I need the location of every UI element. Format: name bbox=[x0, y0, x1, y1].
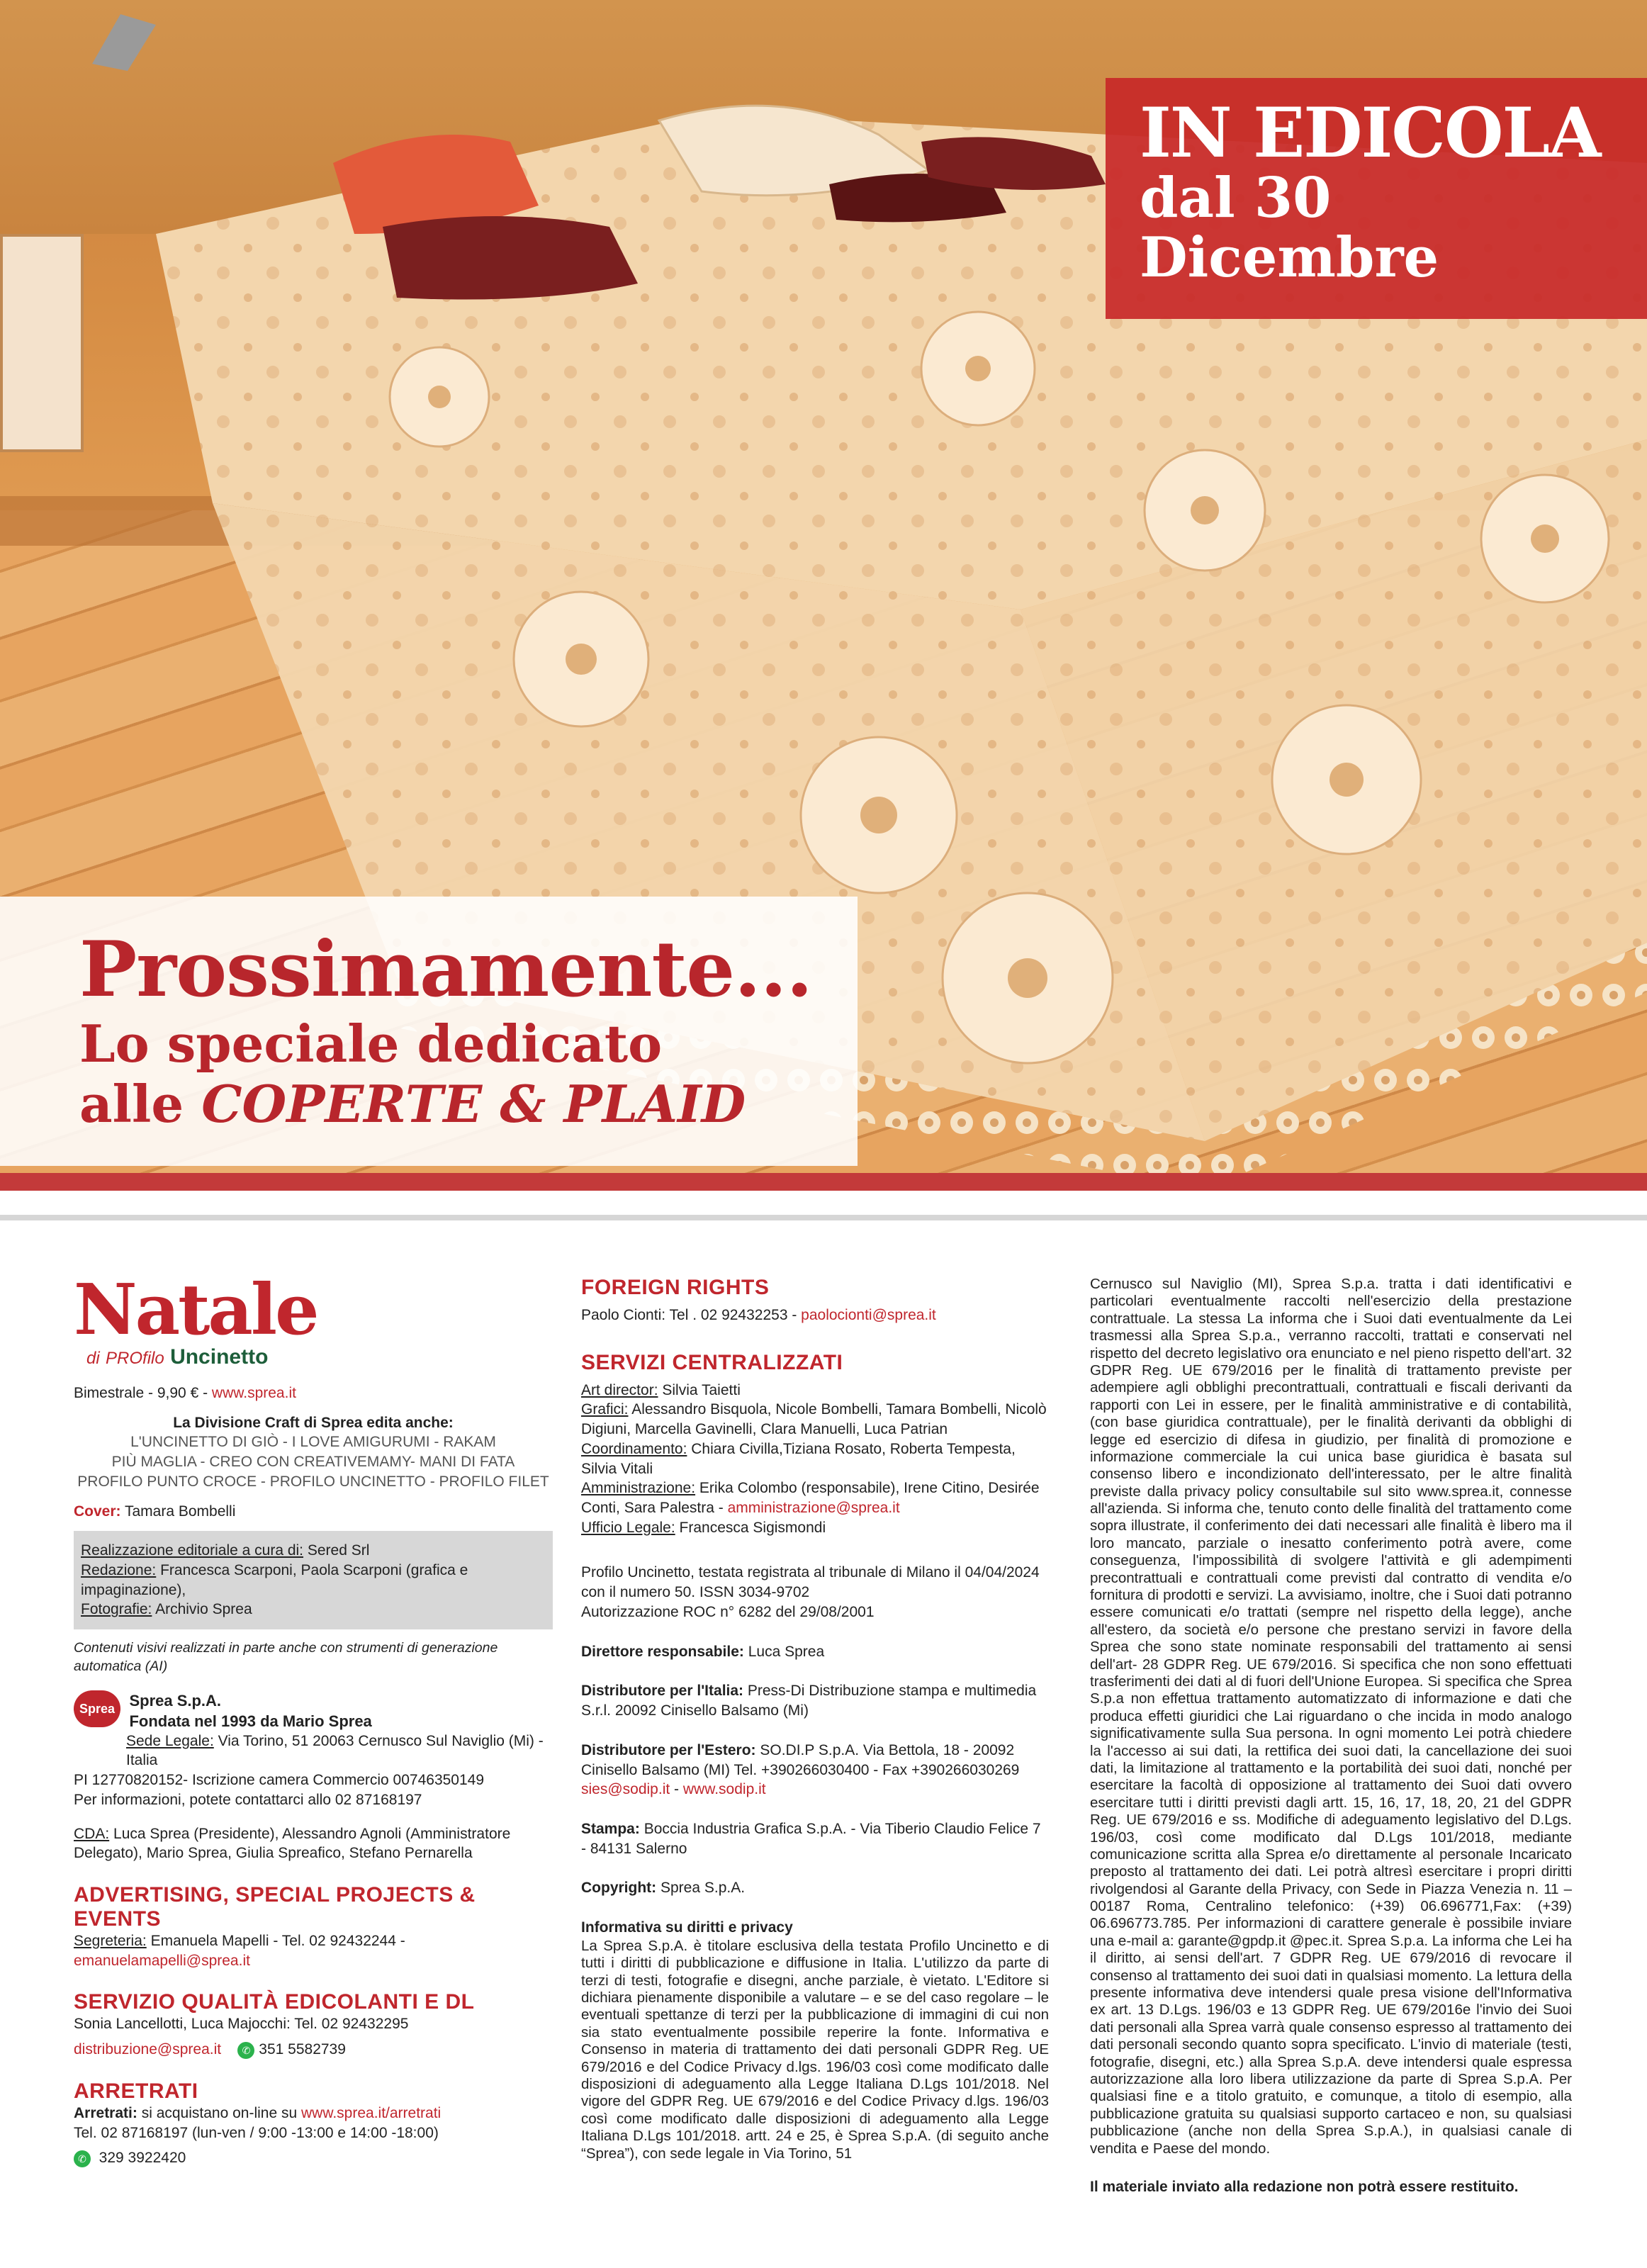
cover-credit bbox=[74, 1502, 553, 1522]
quality-heading: SERVIZIO QUALITÀ EDICOLANTI E DL bbox=[74, 1990, 475, 2014]
cover-label: Cover: bbox=[74, 1503, 121, 1520]
st-label: Stampa: bbox=[581, 1820, 640, 1837]
division-title: La Divisione Craft di Sprea edita anche: bbox=[173, 1414, 454, 1431]
dest-label: Distributore per l'Estero: bbox=[581, 1741, 756, 1758]
registration: Profilo Uncinetto, testata registrata al tribunale di Milano il 04/04/2024 con il numero 50. ISSN 3034-9702 bbox=[581, 1564, 1040, 1601]
editorial-box bbox=[74, 1531, 553, 1629]
privacy-heading: Informativa su diritti e privacy bbox=[581, 1919, 793, 1936]
ai-note: Contenuti visivi realizzati in parte anche con strumenti di generazione automatica (AI) bbox=[74, 1640, 498, 1674]
distributor-abroad bbox=[581, 1741, 1049, 1800]
sede-label: Sede Legale: bbox=[126, 1732, 214, 1749]
adv-label: Segreteria: bbox=[74, 1933, 147, 1950]
badge-title: IN EDICOLA bbox=[1140, 93, 1600, 173]
cda-label: CDA: bbox=[74, 1825, 110, 1842]
graphic-designers bbox=[581, 1400, 1049, 1439]
whatsapp-icon: ✆ bbox=[237, 2042, 254, 2059]
administration bbox=[581, 1478, 1049, 1517]
quality-contact: Sonia Lancellotti, Luca Majocchi: Tel. 02 92432295 bbox=[74, 2016, 409, 2033]
sprea-logo: Sprea bbox=[74, 1690, 120, 1727]
whatsapp-icon: ✆ bbox=[74, 2150, 91, 2167]
dest-sep: - bbox=[670, 1781, 683, 1798]
gr-label: Grafici: bbox=[581, 1401, 629, 1418]
quality-whatsapp: 351 5582739 bbox=[259, 2041, 346, 2058]
advertising-heading: ADVERTISING, SPECIAL PROJECTS & EVENTS bbox=[74, 1883, 476, 1931]
periodicity-text: Bimestrale - 9,90 € - bbox=[74, 1385, 212, 1401]
back-issues-phone: Tel. 02 87168197 (lun-ven / 9:00 -13:00 e 14:00 -18:00) bbox=[74, 2124, 439, 2141]
legal-office bbox=[581, 1518, 1049, 1538]
art-director bbox=[581, 1381, 1049, 1400]
privacy-text: La Sprea S.p.A. è titolare esclusiva della testata Profilo Uncinetto e di tutti i diritti di pubblicazione e diffusione in Italia. L'utilizzo da parte di terzi di testi, fotografie e disegni, anche parziale, è vietato. L'Editore si dichiara pienamente disponibile a valutare – e se del caso regolare – le eventuali spettanze di terzi per la pubblicazione di immagini di cui non sia stato eventualmente possibile reperire la fonte. Informativa e Consenso in materia di trattamento dei dati personali GDPR Reg. UE 679/2016 e del Codice Privacy d.lgs. 196/03 così come modificato dalle disposizioni di adeguamento alla Legge Italiana D.Lgs 101/2018. Nel vigore del GDPR Reg. UE 679/2016 e del Codice Privacy d.lgs. 196/03 così come modificato dalle disposizioni di adeguamento alla Legge Italiana D.Lgs 101/2018. artt. 24 e 25, è Sprea S.p.A. (di seguito anche “Sprea”), con sede legale in Via Torino, 51 bbox=[581, 1937, 1049, 2162]
distributor-italy bbox=[581, 1681, 1049, 1720]
fr-line: Paolo Cionti: Tel . 02 92432253 - bbox=[581, 1307, 802, 1323]
quality-email-link[interactable]: distribuzione@sprea.it bbox=[74, 2041, 222, 2058]
sede-value: Via Torino, 51 20063 Cernusco Sul Naviglio (Mi) - Italia bbox=[126, 1732, 544, 1769]
coming-soon-line2 bbox=[79, 1074, 746, 1134]
coordination bbox=[581, 1439, 1049, 1478]
dir-label: Direttore responsabile: bbox=[581, 1643, 744, 1660]
ad-value: Silvia Taietti bbox=[658, 1381, 741, 1398]
footer-band bbox=[0, 1173, 1647, 1191]
cda-value: Luca Sprea (Presidente), Alessandro Agnoli (Amministratore Delegato), Mario Sprea, Giulia Spreafico, Stefano Pernarella bbox=[74, 1825, 511, 1862]
division-line3: PROFILO PUNTO CROCE - PROFILO UNCINETTO - PROFILO FILET bbox=[77, 1473, 549, 1490]
divider bbox=[0, 1215, 1647, 1220]
publisher-name: Sprea S.p.A. bbox=[129, 1691, 222, 1710]
coming-soon-title: Prossimamente... bbox=[79, 925, 812, 1014]
redazione-label: Redazione: bbox=[81, 1562, 157, 1579]
cp-value: Sprea S.p.A. bbox=[656, 1880, 746, 1897]
back-issues-online bbox=[74, 2104, 553, 2123]
dir-value: Luca Sprea bbox=[743, 1643, 825, 1660]
adv-value: Emanuela Mapelli - Tel. 02 92432244 - bbox=[146, 1933, 405, 1950]
closing-note: Il materiale inviato alla redazione non potrà essere restituito. bbox=[1090, 2178, 1519, 2195]
coming-soon-topic: COPERTE & PLAID bbox=[201, 1074, 746, 1134]
dit-label: Distributore per l'Italia: bbox=[581, 1683, 744, 1700]
coming-soon-prefix: alle bbox=[79, 1074, 202, 1134]
coming-soon-line1: Lo speciale dedicato bbox=[79, 1014, 663, 1074]
ul-value: Francesca Sigismondi bbox=[675, 1519, 826, 1536]
back-issues-whatsapp: 329 3922420 bbox=[99, 2150, 186, 2167]
redazione-value: Francesca Scarponi, Paola Scarponi (grafica e impaginazione), bbox=[81, 1562, 468, 1598]
dest-value: SO.DI.P S.p.A. Via Bettola, 18 - 20092 Cinisello Balsamo (MI) Tel. +390266030400 - Fax +390266030269 bbox=[581, 1741, 1020, 1778]
division-line1: L'UNCINETTO DI GIÒ - I LOVE AMIGURUMI - RAKAM bbox=[130, 1434, 496, 1451]
cp-label: Copyright: bbox=[581, 1880, 657, 1897]
ul-label: Ufficio Legale: bbox=[581, 1519, 675, 1536]
board bbox=[74, 1824, 553, 1863]
website-link[interactable]: www.sprea.it bbox=[211, 1385, 296, 1401]
periodicity bbox=[74, 1383, 553, 1403]
logo-profilo: PROfilo bbox=[106, 1349, 164, 1368]
logo-title: Natale bbox=[74, 1269, 317, 1351]
privacy-column bbox=[1090, 1276, 1572, 2197]
advertising-contact bbox=[74, 1931, 553, 1970]
back-issues-link[interactable]: www.sprea.it/arretrati bbox=[301, 2104, 442, 2121]
credits-column bbox=[581, 1276, 1049, 2162]
central-services-heading: SERVIZI CENTRALIZZATI bbox=[581, 1350, 843, 1374]
fr-email-link[interactable]: paolocionti@sprea.it bbox=[801, 1307, 936, 1323]
badge-date: dal 30 Dicembre bbox=[1140, 166, 1439, 291]
contact-phone: Per informazioni, potete contattarci allo 02 87168197 bbox=[74, 1791, 422, 1808]
adv-email-link[interactable]: emanuelamapelli@sprea.it bbox=[74, 1952, 250, 1969]
dest-email-link[interactable]: sies@sodip.it bbox=[581, 1781, 670, 1798]
photo-value: Archivio Sprea bbox=[152, 1601, 252, 1618]
publisher-founded: Fondata nel 1993 da Mario Sprea bbox=[129, 1712, 372, 1730]
privacy-text-continued: Cernusco sul Naviglio (MI), Sprea S.p.a. tratta i dati identificativi e particolari eventualmente raccolti nell'esercizio della prestazione contrattuale. La stessa La informa che i Suoi dati eventualmente da Lei trasmessi alla Sprea S.p.a., verranno raccolti, trattati e conservati nel rispetto del decreto legislativo ora enunciato e nel pieno rispetto dell'art. 32 GDPR Reg. UE 679/2016 per le finalità di trattamento previste per adempiere agli obblighi precontrattuali, contrattuali e fiscali derivanti da rapporti con Lei in essere, per le finalità amministrative e di contabilità, (con base giuridica contrattuale), per le finalità derivanti da obblighi di legge ed esercizio di difesa in giudizio, per finalità di promozione e informazione commerciale la cui unica base giuridica è basata sul consenso libero e incondizionato dell'interessato, per le altre finalità previste dalla privacy policy consultabile sul sito www.sprea.it, connesse all'azienda. Si informa che, tenuto conto delle finalità del trattamento come sopra illustrate, il conferimento dei dati necessari alle finalità è libero ma il loro mancato, parziale o inesatto conferimento potrà avere, come conseguenza, l'impossibilità di svolgere l'attività e gli adempimenti precontrattuali e contrattuali come previsti dal contratto di vendita e/o fornitura di prodotti e servizi. La avvisiamo, inoltre, che i Suoi dati potranno essere comunicati e/o trattati (sempre nel rispetto della legge), anche all'estero, da società e/o persone che prestano servizi in favore della Sprea che sono state nominate responsabili del trattamento ai sensi dell'art- 28 GDPR Reg. UE 679/2016. Si specifica che non sono effettuati trasferimenti dei dati al di fuori dell'Unione Europea. Si specifica che Sprea S.p.a non effettua trattamento automatizzato di informazione e dati che produca effetti giuridici che Lai riguardano o che incida in modo analogo significativamente sulla Sua persona. In ogni momento Lei potrà chiedere la l'accesso ai sui dati, la rettifica dei suoi dati, la cancellazione dei suoi dati, la limitazione al trattamento e la portabilità dei suoi dati, nonché per esercitare la facoltà di opposizione al trattamento dei Suoi dati ovvero esercitare tutti i diritti previsti dagli artt. 15, 16, 17, 18, 20, 21 del GDPR Reg. UE 679/2016 e ss. Modifiche di adeguamento legislativo del D.Lgs. 196/03, così come modificato dal D.Lgs 101/2018, mediante comunicazione scritta alla Sprea e/o direttamente al personale Incaricato preposto al trattamento dei dati. Lei potrà altresì esercitare i propri diritti rivolgendosi al Garante della Privacy, con Sede in Piazza Venezia n. 11 – 00187 Roma, Centralino telefonico: (+39) 06.696771,Fax: (+39) 06.696773.785. Per informazioni di carattere generale è possibile inviare una e-mail a: garante@gpdp.it @pec.it. Sprea S.p.a. La informa che Lei ha il diritto, ai sensi dell'art. 7 GDPR Reg. UE 679/2016 di revocare il consenso al trattamento dei suoi dati in qualsiasi momento. La lettura della presente informativa deve intendersi quale presa visione dell'Informativa ex art. 13 D.Lgs. 196/03 e 13 GDPR Reg. UE 679/2016e l'invio dei Suoi dati personali alla Sprea varrà quale consenso espresso al trattamento dei dati personali secondo quanto sopra specificato. L'invio di materiale (testi, fotografie, disegni, etc.) alla Sprea S.p.A. deve intendersi quale espressa autorizzazione alla loro libera utilizzazione da parte di Sprea S.p.A. Per qualsiasi fine e a titolo gratuito, e comunque, a titolo di esempio, alla pubblicazione gratuita su qualsiasi supporto cartaceo e non, su qualsiasi pubblicazione (anche non della Sprea S.p.A.), in qualsiasi canale di vendita e Paese del mondo. bbox=[1090, 1276, 1572, 2157]
masthead-column bbox=[74, 1269, 553, 2168]
division-line2: PIÙ MAGLIA - CREO CON CREATIVEMAMY- MANI DI FATA bbox=[111, 1454, 515, 1471]
foreign-rights-contact bbox=[581, 1306, 1049, 1325]
st-value: Boccia Industria Grafica S.p.A. - Via Tiberio Claudio Felice 7 - 84131 Salerno bbox=[581, 1820, 1041, 1857]
am-value: Erika Colombo (responsabile), Irene Citino, Desirée Conti, Sara Palestra - bbox=[581, 1480, 1040, 1517]
vat-number: PI 12770820152- Iscrizione camera Commercio 00746350149 bbox=[74, 1772, 485, 1789]
co-label: Coordinamento: bbox=[581, 1440, 687, 1457]
editorial-value: Sered Srl bbox=[303, 1542, 370, 1559]
cover-value: Tamara Bombelli bbox=[120, 1503, 236, 1520]
editorial-label: Realizzazione editoriale a cura di: bbox=[81, 1542, 304, 1559]
back-issues-heading: ARRETRATI bbox=[74, 2079, 198, 2103]
am-label: Amministrazione: bbox=[581, 1480, 696, 1497]
foreign-rights-heading: FOREIGN RIGHTS bbox=[581, 1276, 770, 1299]
on-sale-badge bbox=[1106, 78, 1647, 319]
registered-office bbox=[74, 1731, 553, 1770]
coming-soon-box bbox=[0, 897, 858, 1166]
co-value: Chiara Civilla,Tiziana Rosato, Roberta Tempesta, Silvia Vitali bbox=[581, 1440, 1016, 1477]
editor-in-chief bbox=[581, 1642, 1049, 1662]
printer bbox=[581, 1819, 1049, 1858]
arretrati-text: si acquistano on-line su bbox=[137, 2104, 301, 2121]
am-email-link[interactable]: amministrazione@sprea.it bbox=[727, 1500, 900, 1517]
quality-email-row bbox=[74, 2040, 553, 2060]
logo-uncinetto: Uncinetto bbox=[170, 1345, 269, 1369]
logo-di: di bbox=[86, 1349, 100, 1368]
copyright bbox=[581, 1878, 1049, 1898]
dest-web-link[interactable]: www.sodip.it bbox=[682, 1781, 766, 1798]
arretrati-label: Arretrati: bbox=[74, 2104, 137, 2121]
dit-value: Press-Di Distribuzione stampa e multimedia S.r.l. 20092 Cinisello Balsamo (Mi) bbox=[581, 1683, 1037, 1719]
ad-label: Art director: bbox=[581, 1381, 658, 1398]
back-issues-whatsapp-row bbox=[74, 2148, 553, 2168]
publisher-block bbox=[74, 1690, 553, 1731]
gr-value: Alessandro Bisquola, Nicole Bombelli, Tamara Bombelli, Nicolò Digiuni, Marcella Gavinelli, Clara Manuelli, Luca Patrian bbox=[581, 1401, 1047, 1438]
roc-authorization: Autorizzazione ROC n° 6282 del 29/08/2001 bbox=[581, 1603, 875, 1620]
magazine-logo bbox=[74, 1269, 553, 1369]
photo-label: Fotografie: bbox=[81, 1601, 152, 1618]
